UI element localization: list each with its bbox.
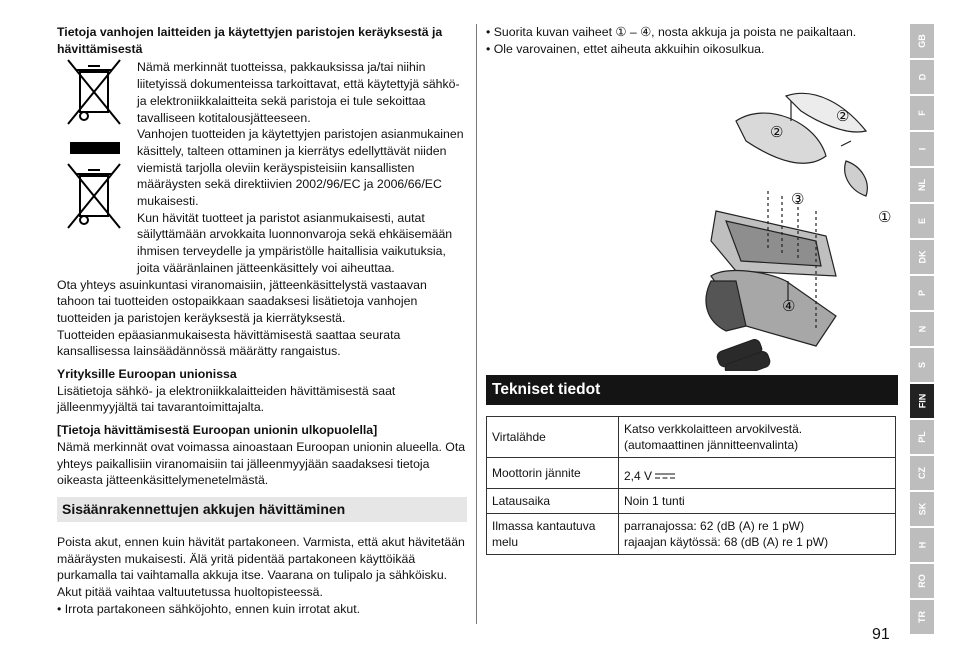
disassembly-figure <box>486 61 898 371</box>
tab-d[interactable]: D <box>910 60 934 94</box>
page-number: 91 <box>872 626 890 643</box>
instruction-bullet-2: • Ole varovainen, ettet aiheuta akkuihin oikosulkua. <box>486 41 765 56</box>
spec-key: Moottorin jännite <box>487 458 619 489</box>
tab-p[interactable]: P <box>910 276 934 310</box>
figure-label-4: ④ <box>782 298 796 316</box>
crossed-bin-battery-icon <box>66 162 122 230</box>
figure-label-2b: ② <box>836 108 850 126</box>
spec-key: Ilmassa kantautuva melu <box>487 514 619 555</box>
tab-tr[interactable]: TR <box>910 600 934 634</box>
table-row <box>487 458 896 489</box>
bin-bar-icon <box>70 142 120 154</box>
disposal-heading: Tietoja vanhojen laitteiden ja käytettyjen paristojen keräyksestä ja hävittämisestä <box>57 25 443 56</box>
tab-dk[interactable]: DK <box>910 240 934 274</box>
tab-n[interactable]: N <box>910 312 934 346</box>
spec-value <box>619 489 896 514</box>
spec-value-line: parranajossa: 62 (dB (A) re 1 pW) <box>624 519 805 534</box>
spec-table <box>486 416 896 555</box>
table-row <box>487 514 896 555</box>
tab-cz[interactable]: CZ <box>910 456 934 490</box>
column-divider <box>476 24 477 624</box>
spec-value-line: Katso verkkolaitteen arvokilvestä. <box>624 422 803 437</box>
figure-label-1: ① <box>878 209 892 227</box>
business-heading: Yrityksille Euroopan unionissa <box>57 367 237 382</box>
tab-ro[interactable]: RO <box>910 564 934 598</box>
spec-key: Virtalähde <box>487 417 619 458</box>
spec-value-line: Noin 1 tunti <box>624 494 685 509</box>
spec-value <box>619 417 896 458</box>
disposal-body-5: Tuotteiden epäasianmukaisesta hävittämisestä saattaa seurata kansallisessa lainsäädännössä määrätty rangaistus. <box>57 327 401 359</box>
outside-eu-heading: [Tietoja hävittämisestä Euroopan unionin ulkopuolella] <box>57 423 378 438</box>
tab-fin[interactable]: FIN <box>910 384 934 418</box>
figure-label-3: ③ <box>791 191 805 209</box>
tab-s[interactable]: S <box>910 348 934 382</box>
battery-bullet: • Irrota partakoneen sähköjohto, ennen kuin irrotat akut. <box>57 601 361 616</box>
table-row <box>487 417 896 458</box>
tab-sk[interactable]: SK <box>910 492 934 526</box>
spec-key: Latausaika <box>487 489 619 514</box>
disposal-body-2: Vanhojen tuotteiden ja käytettyjen paristojen asianmukainen käsittely, talteen ottaminen ja kierrätys edellyttävät niiden viemistä tarjolla oleviin keräyspisteisiin kansallisten määräysten sekä direktiivien 2002/96/EC ja 2006/66/EC mukaisesti. <box>137 127 464 209</box>
tab-gb[interactable]: GB <box>910 24 934 58</box>
spec-value-line: (automaattinen jännitteenvalinta) <box>624 438 799 453</box>
dc-symbol-icon <box>655 472 675 480</box>
spec-value <box>619 458 896 489</box>
figure-label-2a: ② <box>770 124 784 142</box>
crossed-bin-icon <box>66 58 122 126</box>
disposal-body-4: Ota yhteys asuinkuntasi viranomaisiin, jätteenkäsittelystä vastaavan tahoon tai tuotteiden ostopaikkaan saadaksesi lisätietoja vanhojen tuotteiden ja paristojen keräyksestä ja kierrätyksestä. <box>57 277 427 325</box>
table-row <box>487 489 896 514</box>
battery-section-title: Sisäänrakennettujen akkujen hävittäminen <box>57 497 467 522</box>
disposal-body-1: Nämä merkinnät tuotteissa, pakkauksissa ja/tai niihin liitetyissä dokumenteissa tarkoittavat, että käytettyjä sähkö- ja elektroniikkalaitteita sekä paristoja ei tule sekoittaa tavalliseen kotitalousjätteeseen. <box>137 60 460 125</box>
tab-h[interactable]: H <box>910 528 934 562</box>
tab-nl[interactable]: NL <box>910 168 934 202</box>
tab-i[interactable]: I <box>910 132 934 166</box>
tab-e[interactable]: E <box>910 204 934 238</box>
language-tabs <box>910 24 934 636</box>
tab-pl[interactable]: PL <box>910 420 934 454</box>
spec-value-line: rajaajan käytössä: 68 (dB (A) re 1 pW) <box>624 535 829 550</box>
battery-body: Poista akut, ennen kuin hävität partakoneen. Varmista, että akut hävitetään määräysten mukaisesti. Älä yritä pidentää partakoneen käyttöikää purkamalla tai vaihtamalla akkuja itse. Vaarana on tulipalo ja sähköisku. Akut pitää vaihtaa valtuutetussa huoltopisteessä. <box>57 534 465 600</box>
spec-value <box>619 514 896 555</box>
business-body: Lisätietoja sähkö- ja elektroniikkalaitteiden hävittämisestä saat jälleenmyyjältä tai tavarantoimittajalta. <box>57 383 396 415</box>
instruction-bullet-1: • Suorita kuvan vaiheet ① – ④, nosta akkuja ja poista ne paikaltaan. <box>486 25 857 39</box>
spec-value-line: 2,4 V <box>624 469 653 484</box>
disposal-body-3: Kun hävität tuotteet ja paristot asianmukaisesti, autat säilyttämään arvokkaita luonnonvaroja sekä ehkäisemään ihmisen terveydelle ja ympäristölle haitallisia vaikutuksia, joita vääränlainen jätteenkäsittely voi aiheuttaa. <box>137 210 453 275</box>
spec-section-title: Tekniset tiedot <box>486 375 898 405</box>
right-column <box>486 24 898 555</box>
outside-eu-body: Nämä merkinnät ovat voimassa ainoastaan Euroopan unionin alueella. Ota yhteys paikallisiin viranomaisiin tai jälleenmyyjään saadaksesi tietoja oikeasta jätteenkäsittelymenetelmästä. <box>57 439 466 488</box>
tab-f[interactable]: F <box>910 96 934 130</box>
